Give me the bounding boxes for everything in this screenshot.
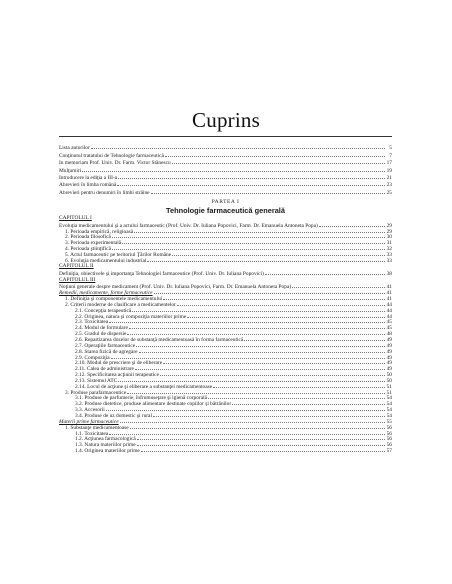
toc-entry-page: 45 (386, 319, 392, 326)
toc-entry-page: 56 (386, 430, 392, 437)
toc-entry-page: 49 (386, 360, 392, 367)
toc-entry-label: Introducere la ediţia a III-a (59, 174, 118, 181)
toc-entry-page: 54 (386, 407, 392, 414)
dot-leader (137, 436, 385, 441)
toc-entry-label: 2.6. Repartizarea dozelor de substanţă medicamentoasă în forma farmaceutică (75, 337, 244, 343)
dot-leader (111, 354, 385, 359)
toc-entry-page: 50 (386, 372, 392, 379)
dot-leader (118, 377, 385, 382)
toc-entry[interactable] (59, 159, 392, 165)
dot-leader (172, 251, 385, 256)
dot-leader (232, 401, 385, 406)
toc-entry-page: 30 (386, 234, 392, 241)
toc-entry-label: 2.12. Specificitatea acţiunii terapeutice (75, 372, 159, 379)
chapter-heading: CAPITOLUL I (59, 215, 92, 222)
toc-entry-page: 21 (386, 174, 392, 181)
dot-leader (117, 182, 385, 187)
dot-leader (165, 152, 385, 157)
toc-entry-page: 57 (386, 448, 392, 455)
toc-entry[interactable] (59, 182, 392, 188)
toc-entry-page: 54 (386, 412, 392, 419)
toc-entry-label: In memoriam Prof. Univ. Dr. Farm. Victor Stănescu (59, 160, 171, 167)
chapter-heading: CAPITOLUL II (59, 263, 94, 270)
toc-entry-page: 50 (386, 377, 392, 384)
toc-entry-page: 48 (386, 331, 392, 338)
toc-entry-label: 1. Definiţia şi componentele medicamentului (65, 296, 163, 303)
toc-entry-page: 41 (386, 284, 392, 291)
dot-leader (139, 348, 385, 353)
toc-entry-page: 29 (386, 228, 392, 235)
toc-entry-label: Remedii, medicamente, forme farmaceutice (59, 290, 153, 297)
toc-entry-label: 2.5. Gradul de dispersie (75, 331, 127, 338)
dot-leader (137, 442, 385, 447)
toc-entry-page: 49 (386, 354, 392, 361)
toc-entry-label: Lista autorilor (59, 145, 90, 152)
toc-entry-page: 41 (386, 296, 392, 303)
toc-entry-page: 51 (386, 383, 392, 390)
toc-entry-label: Abrevieri în limba română (59, 182, 117, 189)
toc-entry-label: 2.7. Operaţiile farmaceutice (75, 342, 136, 349)
toc-entry[interactable] (59, 174, 392, 180)
title-rule (59, 136, 392, 137)
toc-entry-page: 33 (386, 251, 392, 258)
dot-leader (160, 371, 385, 376)
dot-leader (147, 257, 385, 262)
toc-entry-label: 2. Perioada filosofică (65, 234, 111, 241)
toc-entry-label: 2.4. Modul de formulare (75, 325, 128, 332)
toc-entry-page: 45 (386, 325, 392, 332)
dot-leader (132, 307, 385, 312)
toc-entry-label: Materii prime farmaceutice (59, 418, 119, 425)
toc-entry-page: 33 (386, 257, 392, 264)
toc-entry-label: 2.2. Originea, natura şi compoziţia materiilor prime (75, 313, 187, 320)
dot-leader (187, 313, 385, 318)
toc-entry-page: 29 (386, 222, 392, 229)
toc-entry-label: 3.2. Produse dietetice, produse alimentare destinate copiilor şi bătrânilor (75, 401, 232, 408)
toc-entry-label: 2.10. Modul de prescriere şi de eliberare (75, 360, 163, 367)
toc-entry-label: 2.1. Concepţia terapeutică (75, 307, 132, 314)
dot-leader (244, 336, 385, 341)
dot-leader (292, 284, 385, 289)
toc-entry-label: 1. Substanţe medicamentoase (65, 424, 129, 431)
toc-entry-label: Abrevieri pentru denumiri în limbi străine (59, 189, 150, 196)
dot-leader (112, 234, 385, 239)
dot-leader (163, 296, 385, 301)
toc-entry-label: 3. Produse parafarmaceutice (65, 389, 127, 396)
dot-leader (109, 430, 385, 435)
toc-entry-label: 2.9. Compoziţia (75, 354, 110, 361)
dot-leader (134, 228, 385, 233)
part-label: PARTEA I (211, 199, 240, 206)
toc-entry-page: 49 (386, 337, 392, 343)
dot-leader (109, 319, 385, 324)
toc-entry-page: 44 (386, 301, 392, 308)
toc-entry-page: 25 (386, 189, 392, 196)
dot-leader (127, 331, 385, 336)
dot-leader (127, 389, 385, 394)
toc-entry[interactable] (59, 167, 392, 173)
toc-entry-page: 23 (386, 182, 392, 189)
toc-entry-page: 17 (386, 160, 392, 167)
toc-entry-page: 19 (386, 167, 392, 174)
page-title: Cuprins (192, 108, 260, 132)
toc-entry-label: Evoluţia medicamentului şi a actului farmaceutic (Prof. Univ. Dr. Iuliana Popovici, Farm. Dr. Emanuela Antoneta Popa) (59, 222, 318, 229)
dot-leader (91, 145, 385, 150)
dot-leader (151, 189, 385, 194)
toc-entry-label: 2.8. Starea fizică de agregare (75, 348, 138, 355)
dot-leader (82, 167, 385, 172)
toc-entry-label: 1. Perioada empirică, religioasă (65, 228, 134, 235)
toc-entry[interactable] (59, 257, 392, 263)
dot-leader (130, 424, 385, 429)
toc-entry-label: 2.3. Toxicitatea (75, 319, 109, 326)
toc-entry-label: Noţiuni generale despre medicament (Prof. Univ. Dr. Iuliana Popovici, Farm. Dr. Emanuela Antoneta Popa) (59, 284, 292, 291)
toc-entry[interactable] (59, 152, 392, 158)
toc-entry-page: 32 (386, 246, 392, 253)
toc-entry-label: 3. Perioada experimentală (65, 240, 122, 247)
dot-leader (112, 245, 385, 250)
toc-entry-label: 5. Actul farmaceutic pe teritoriul Ţărilor Române (65, 251, 172, 258)
toc-entry-page: 56 (386, 436, 392, 443)
dot-leader (118, 174, 385, 179)
dot-leader (129, 325, 385, 330)
chapter-heading: CAPITOLUL III (59, 276, 96, 283)
dot-leader (120, 418, 385, 423)
toc-entry-label: 6. Evoluţia medicamentului industrial (65, 257, 147, 264)
chapter-entries (59, 284, 392, 453)
toc-entry-label: 3.3. Accesorii (75, 407, 105, 414)
toc-entry-page: 51 (386, 389, 392, 396)
dot-leader (106, 407, 385, 412)
dot-leader (213, 383, 385, 388)
toc-entry-label: 1.2. Acţiunea farmacologică (75, 436, 136, 443)
dot-leader (122, 240, 385, 245)
toc-entry-label: 1.3. Natura materiilor prime (75, 442, 136, 449)
toc-entry-label: Definiţia, obiectivele şi importanţa Tehnologiei farmaceutice (Prof. Univ. Dr. Iuliana Popovici) (59, 271, 264, 278)
dot-leader (154, 290, 385, 295)
toc-entry-page: 54 (386, 401, 392, 408)
table-of-contents (59, 143, 392, 453)
toc-entry-label: 3.1. Produse de parfumerie, înfrumuseţare şi igienă corporală (75, 395, 208, 402)
dot-leader (141, 447, 385, 452)
toc-entry-label: 2.13. Sistemul ATC (75, 377, 118, 384)
dot-leader (265, 270, 385, 275)
toc-entry-page: 55 (386, 418, 392, 425)
toc-entry-page: 54 (386, 395, 392, 402)
dot-leader (153, 412, 385, 417)
dot-leader (177, 301, 385, 306)
toc-entry-page: 5 (389, 145, 392, 152)
toc-entry-label: Mulţumiri (59, 167, 82, 174)
front-matter-list (59, 145, 392, 195)
toc-entry-page: 49 (386, 342, 392, 349)
toc-entry-label: 1.4. Originea materiilor prime (75, 448, 140, 455)
dot-leader (319, 222, 385, 227)
toc-entry-label: 2.11. Calea de administrare (75, 366, 134, 373)
toc-entry[interactable] (59, 145, 392, 151)
toc-entry[interactable] (59, 189, 392, 195)
toc-entry-page: 38 (386, 271, 392, 278)
dot-leader (163, 360, 385, 365)
toc-entry[interactable] (59, 447, 392, 453)
part-title: Tehnologie farmaceutică generală (166, 205, 285, 215)
toc-entry-page: 56 (386, 442, 392, 449)
toc-entry-page: 49 (386, 366, 392, 373)
toc-entry-label: 3.4. Produse de uz domestic şi rural (75, 412, 152, 419)
toc-entry-label: 2.14. Locul de acţiune şi eliberare a substanţei medicamentoase (75, 383, 213, 390)
toc-entry-page: 7 (389, 152, 392, 159)
toc-entry-page: 44 (386, 307, 392, 314)
chapter-entries (59, 222, 392, 263)
toc-entry-label: Conţinutul tratatului de Tehnologie farmaceutică (59, 152, 164, 159)
toc-entry-page: 44 (386, 313, 392, 320)
dot-leader (172, 159, 385, 164)
chapter-entries (59, 270, 392, 276)
toc-entry-page: 49 (386, 348, 392, 355)
toc-entry-label: 2. Criterii moderne de clasificare a medicamentelor (65, 301, 176, 308)
dot-leader (208, 395, 385, 400)
dot-leader (135, 366, 385, 371)
toc-entry-page: 56 (386, 424, 392, 431)
dot-leader (136, 342, 385, 347)
toc-entry-page: 31 (386, 240, 392, 247)
toc-entry-page: 41 (386, 290, 392, 297)
toc-entry-label: 4. Perioada ştiinţifică (65, 246, 111, 253)
toc-entry-label: 1.1. Toxicitatea (75, 430, 109, 437)
toc-entry[interactable] (59, 270, 392, 276)
